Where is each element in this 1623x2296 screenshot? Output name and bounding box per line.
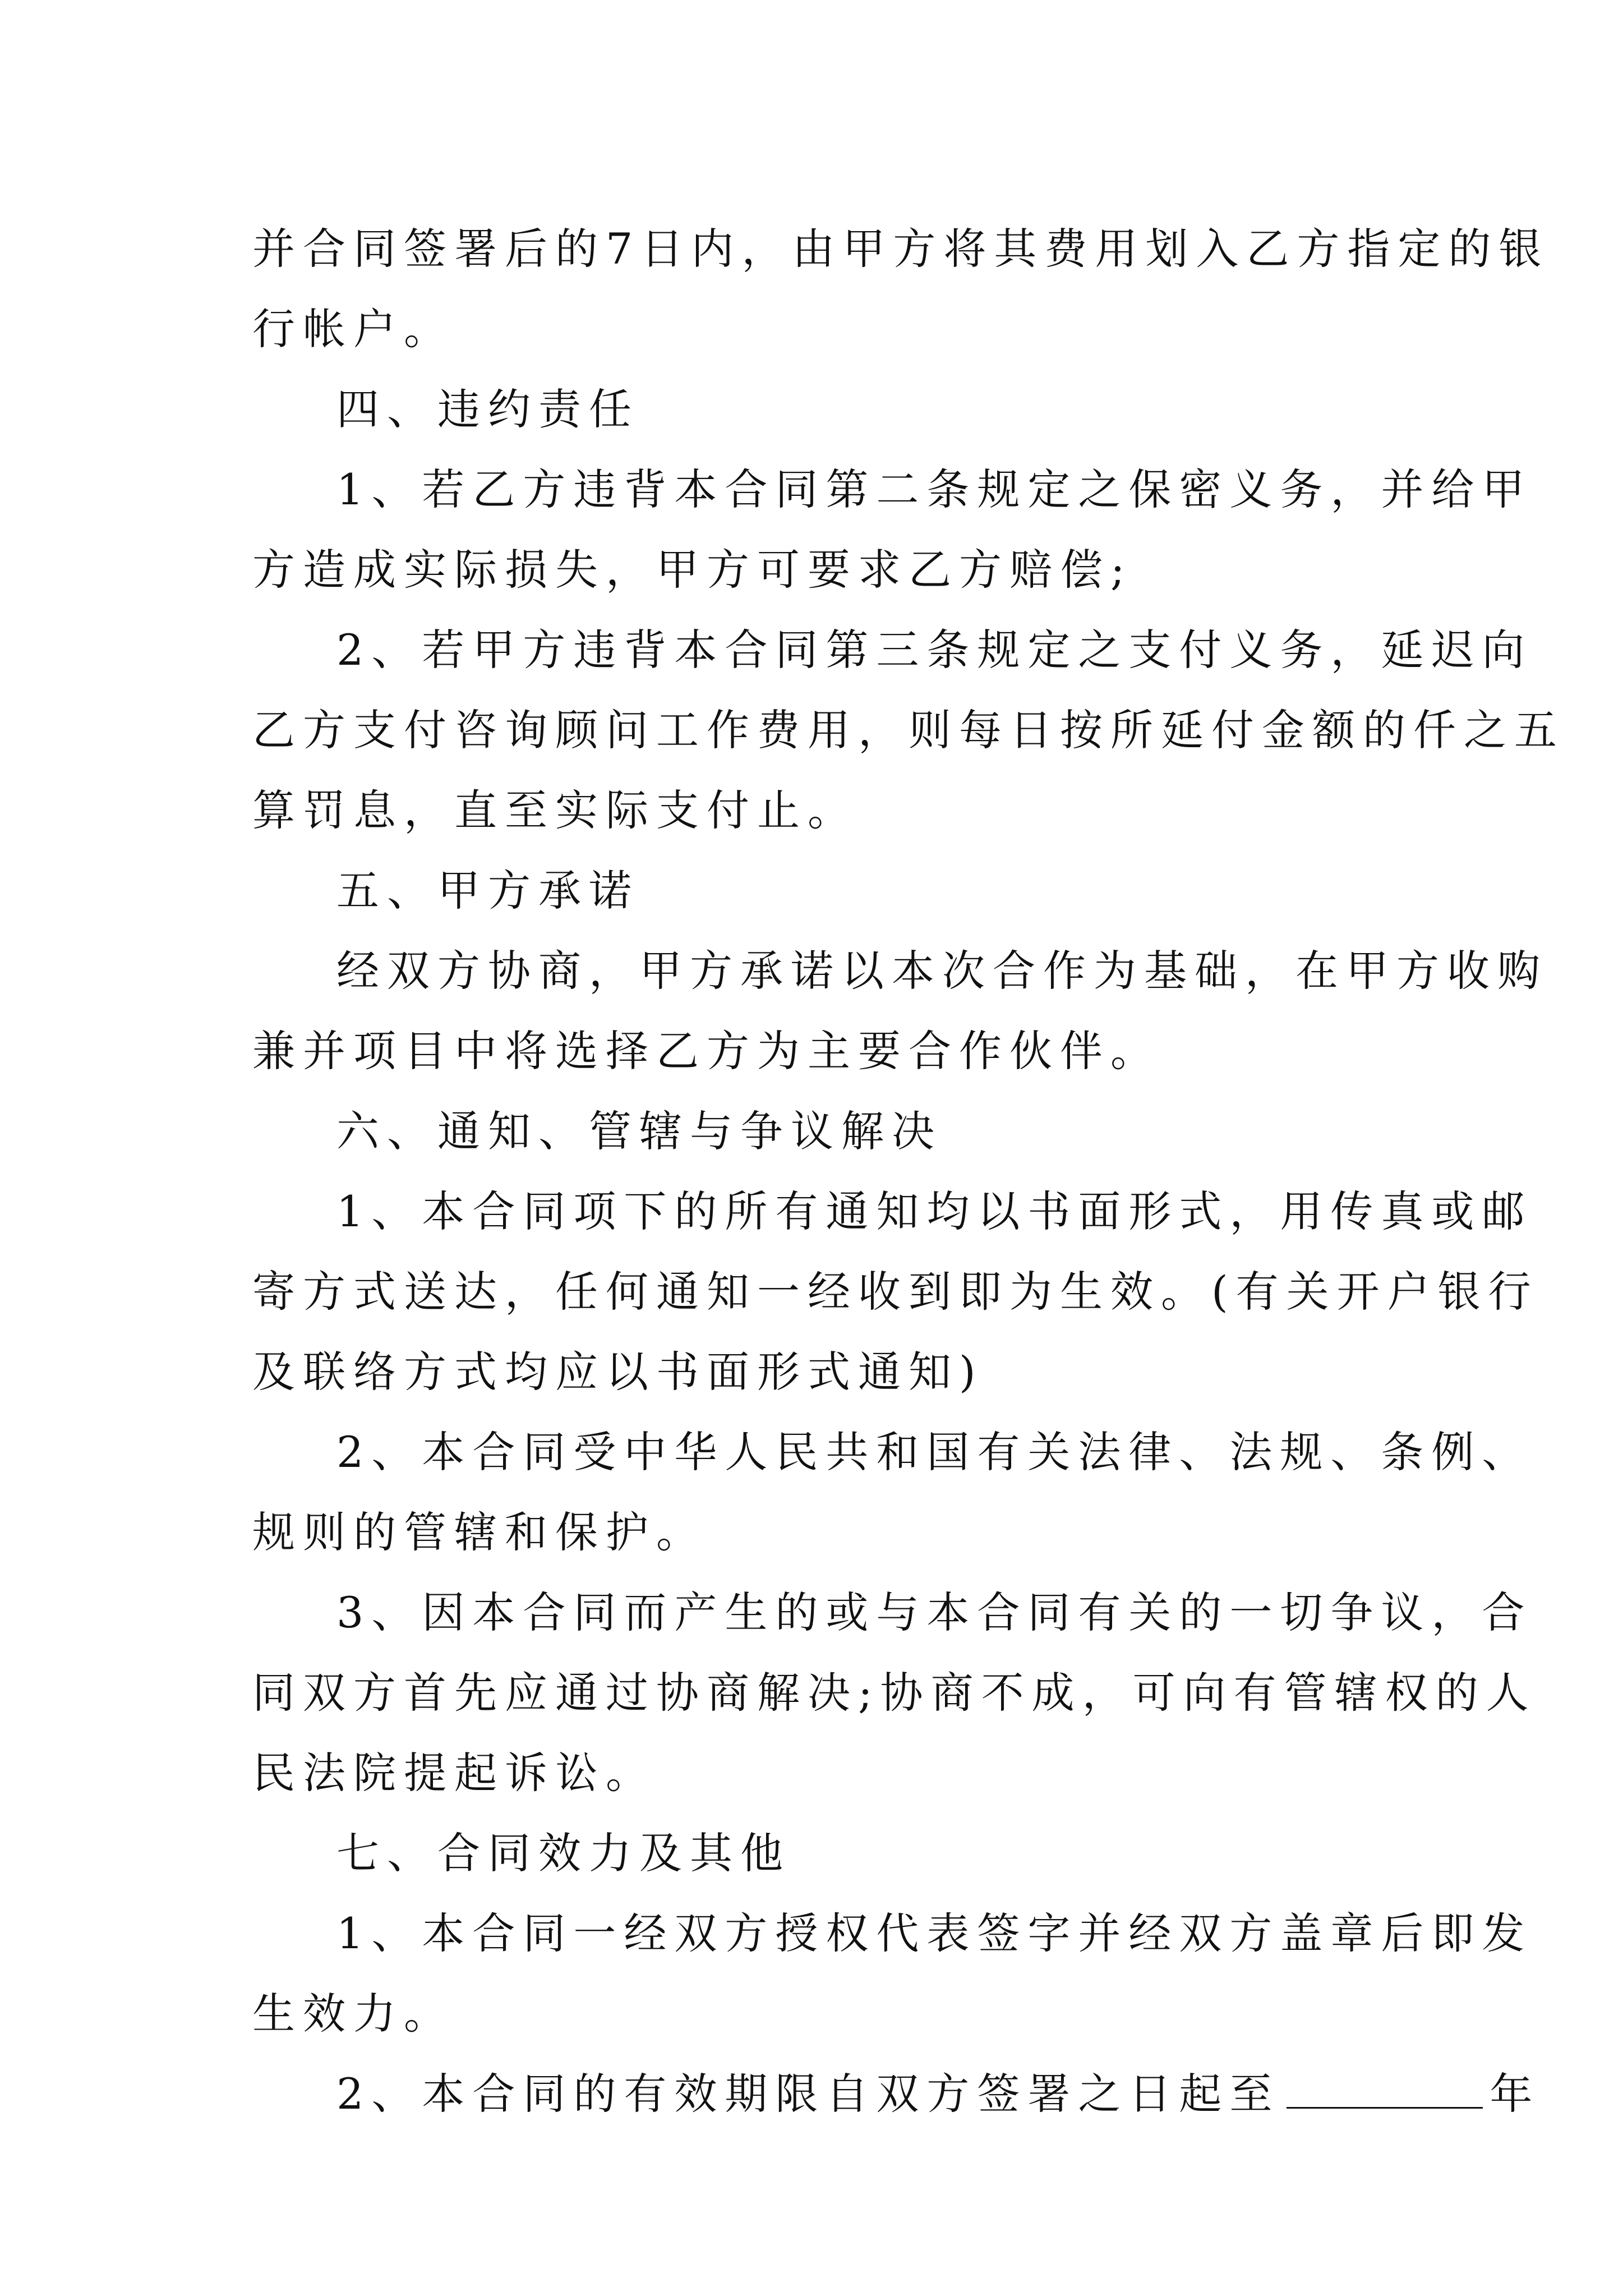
paragraph-line: 及联络方式均应以书面形式通知) (252, 1347, 984, 1397)
paragraph-line: 3、因本合同而产生的或与本合同有关的一切争议，合 (336, 1588, 1533, 1637)
validity-clause-text: 2、本合同的有效期限自双方签署之日起至 (336, 2069, 1280, 2119)
paragraph-line: 民法院提起诉讼。 (252, 1748, 656, 1798)
paragraph-line: 经双方协商，甲方承诺以本次合作为基础，在甲方收购 (336, 946, 1548, 996)
section-heading-commitment: 五、甲方承诺 (336, 866, 639, 915)
paragraph-line: 1、若乙方违背本合同第二条规定之保密义务，并给甲 (336, 464, 1533, 514)
section-heading-validity: 七、合同效力及其他 (336, 1828, 791, 1878)
paragraph-line: 寄方式送达，任何通知一经收到即为生效。(有关开户银行 (252, 1267, 1539, 1317)
paragraph-line: 2、本合同受中华人民共和国有关法律、法规、条例、 (336, 1427, 1533, 1477)
date-blank-field (1287, 2068, 1483, 2109)
paragraph-line: 方造成实际损失，甲方可要求乙方赔偿; (252, 545, 1133, 595)
paragraph-line: 行帐户。 (252, 304, 454, 354)
paragraph-line: 同双方首先应通过协商解决;协商不成，可向有管辖权的人 (252, 1668, 1537, 1718)
paragraph-line: 规则的管辖和保护。 (252, 1507, 707, 1557)
document-body (252, 209, 1565, 2134)
year-label: 年 (1490, 2069, 1541, 2119)
paragraph-line: 乙方支付咨询顾问工作费用，则每日按所延付金额的仟之五 (252, 705, 1565, 755)
section-heading-breach: 四、违约责任 (336, 384, 639, 434)
paragraph-line-with-blank (252, 2054, 1541, 2134)
paragraph-line: 1、本合同一经双方授权代表签字并经双方盖章后即发 (336, 1908, 1533, 1958)
paragraph-line: 算罚息，直至实际支付止。 (252, 785, 858, 835)
paragraph-line: 兼并项目中将选择乙方为主要合作伙伴。 (252, 1026, 1161, 1076)
paragraph-line: 并合同签署后的7日内，由甲方将其费用划入乙方指定的银 (252, 224, 1550, 274)
paragraph-line: 2、若甲方违背本合同第三条规定之支付义务，延迟向 (336, 625, 1533, 675)
paragraph-line: 1、本合同项下的所有通知均以书面形式，用传真或邮 (336, 1186, 1533, 1236)
paragraph-line: 生效力。 (252, 1989, 454, 2039)
section-heading-notice: 六、通知、管辖与争议解决 (336, 1106, 942, 1156)
